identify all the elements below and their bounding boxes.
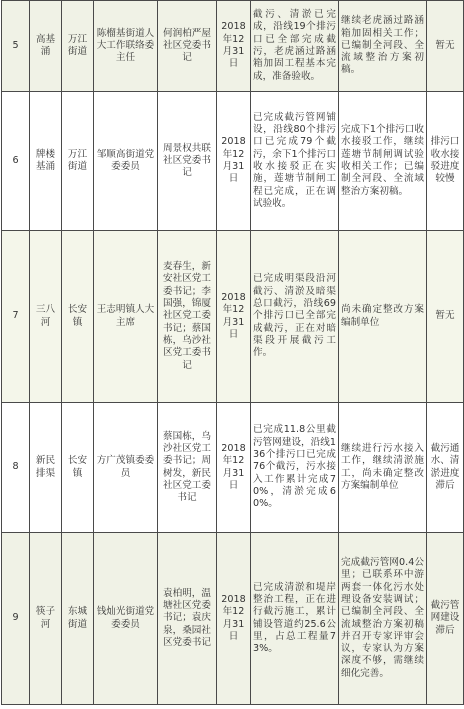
river-name: 筷子河: [30, 533, 62, 705]
table-row: [2, 533, 464, 705]
progress-text: 已完成截污管网铺设，沿线80个排污口已完成79个截污，余下1个排污口收水接驳正在实施，莲塘节制闸工程已完成，正在调试验收。: [251, 92, 339, 231]
deadline: 2018年12月31日: [217, 1, 251, 92]
next-plan-text: 完成截污管网0.4公里；已联系环中游两套一体化污水处理设备安装调试；已编制全河段、全流域整治方案初稿并召开专家评审会议，专家认为方案深度不够，需继续细化完善。: [339, 533, 427, 705]
town-name: 万江街道: [62, 92, 94, 231]
village-river-chief: 周景权共联社区党委书记: [158, 92, 217, 231]
town-river-chief: 钱灿光街道党委委员: [94, 533, 158, 705]
row-number: 6: [2, 92, 30, 231]
problems-text: 暂无: [427, 231, 464, 403]
table-row: [2, 1, 464, 92]
problems-text: 截污通水、清淤进度滞后: [427, 403, 464, 533]
village-river-chief: 蔡国栋，乌沙社区党工委书记；周树发，新民社区党工委书记: [158, 403, 217, 533]
town-river-chief: 王志明镇人大主席: [94, 231, 158, 403]
town-river-chief: 陈榴基街道人大工作联络委主任: [94, 1, 158, 92]
problems-text: 排污口收水接驳进度较慢: [427, 92, 464, 231]
town-river-chief: 邹顺高街道党委委员: [94, 92, 158, 231]
row-number: 8: [2, 403, 30, 533]
village-river-chief: 袁柏明，温塘社区党委书记；袁庆泉，桑园社区党委书记: [158, 533, 217, 705]
row-number: 9: [2, 533, 30, 705]
row-number: 5: [2, 1, 30, 92]
next-plan-text: 继续老虎涵过路涵箱加固相关工作；已编制全河段、全流域整治方案初稿。: [339, 1, 427, 92]
village-river-chief: 何润柏严屋社区党委书记: [158, 1, 217, 92]
town-name: 长安镇: [62, 403, 94, 533]
problems-text: 暂无: [427, 1, 464, 92]
deadline: 2018年12月31日: [217, 403, 251, 533]
river-name: 三八河: [30, 231, 62, 403]
next-plan-text: 继续进行污水接入工作，继续清淤施工，尚未确定整改方案编制单位: [339, 403, 427, 533]
row-number: 7: [2, 231, 30, 403]
town-name: 长安镇: [62, 231, 94, 403]
village-river-chief: 麦春生，新安社区党工委书记；李国强，锦厦社区党工委书记；蔡国栋，乌沙社区党工委书记: [158, 231, 217, 403]
town-name: 万江街道: [62, 1, 94, 92]
town-name: 东城街道: [62, 533, 94, 705]
table-row: [2, 92, 464, 231]
progress-text: 已完成清淤和堤岸整治工程，正在进行截污施工，累计铺设管道约25.6公里，占总工程量73%。: [251, 533, 339, 705]
river-name: 牌楼基涌: [30, 92, 62, 231]
problems-text: 截污管网建设滞后: [427, 533, 464, 705]
progress-text: 截污、清淤已完成，沿线19个排污口已全部完成截污，老虎涵过路涵箱加固工程基本完成，准备验收。: [251, 1, 339, 92]
river-name: 高基涌: [30, 1, 62, 92]
deadline: 2018年12月31日: [217, 92, 251, 231]
river-progress-table: [1, 0, 464, 705]
progress-text: 已完成明渠段沿河截污、清淤及暗渠总口截污，沿线69个排污口已全部完成截污，正在对暗渠段开展截污工作。: [251, 231, 339, 403]
deadline: 2018年12月31日: [217, 231, 251, 403]
deadline: 2018年12月31日: [217, 533, 251, 705]
next-plan-text: 尚未确定整改方案编制单位: [339, 231, 427, 403]
table-row: [2, 403, 464, 533]
river-name: 新民排渠: [30, 403, 62, 533]
table-row: [2, 231, 464, 403]
progress-text: 已完成11.8公里截污管网建设，沿线136个排污口已完成76个截污，污水接入工作累计完成70%，清淤完成60%。: [251, 403, 339, 533]
next-plan-text: 完成下1个排污口收水接驳工作，继续莲塘节制闸调试验收相关工作；已编制全河段、全流域整治方案初稿。: [339, 92, 427, 231]
town-river-chief: 方广茂镇委委员: [94, 403, 158, 533]
